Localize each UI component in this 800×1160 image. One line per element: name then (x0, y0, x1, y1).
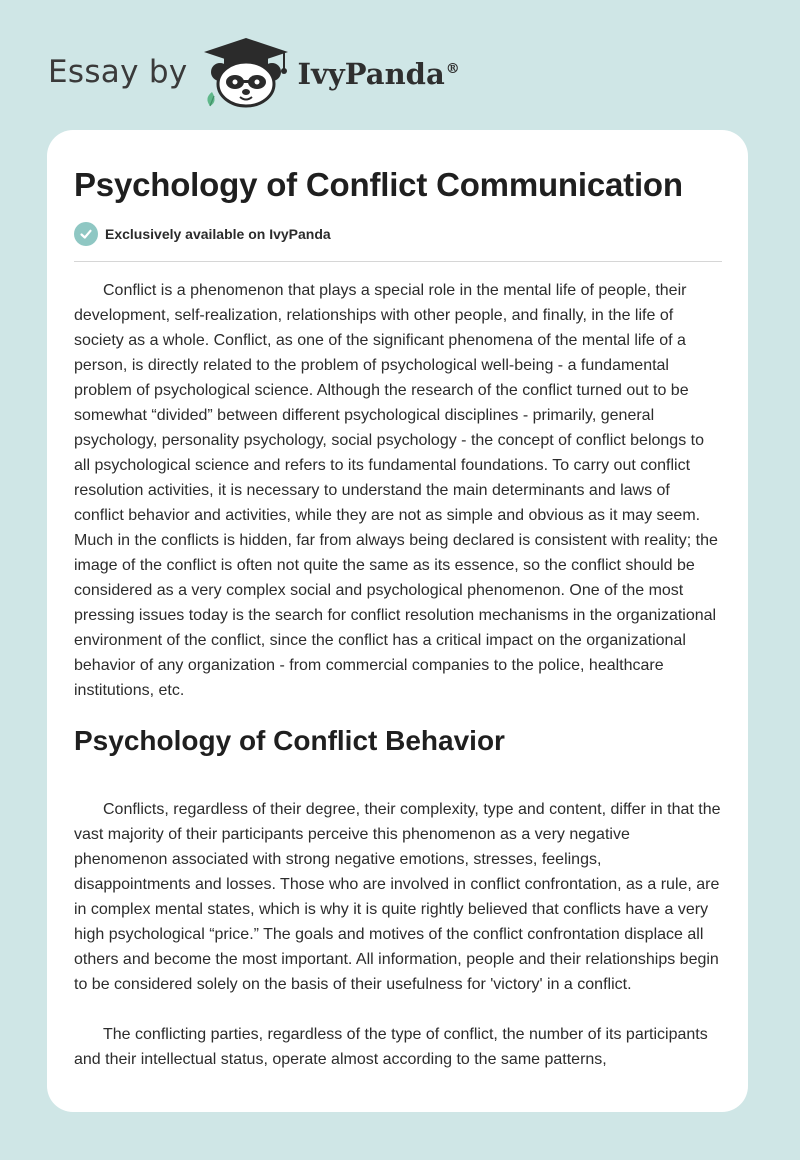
site-header (48, 36, 460, 108)
exclusive-badge (74, 222, 722, 246)
exclusive-badge-label: Exclusively available on IvyPanda (105, 226, 331, 242)
paragraph-conflict-behavior: Conflicts, regardless of their degree, their complexity, type and content, differ in that the vast majority of their participants perceive this phenomenon as a very negative phenomenon associated with strong negative emotions, stresses, feelings, disappointments and losses. Those who are involved in conflict confrontation, as a rule, are in complex mental states, which is why it is quite rightly believed that conflicts have a very high psychological “price.” The goals and motives of the conflict confrontation displace all others and become the most important. All information, people and their relationships begin to be considered solely on the basis of their usefulness for 'victory' in a conflict. (74, 801, 721, 993)
paragraph-intro: Conflict is a phenomenon that plays a special role in the mental life of people, their development, self-realization, relationships with other people, and finally, in the life of society as a whole. Conflict, as one of the significant phenomena of the mental life of a person, is directly related to the problem of psychological well-being - a fundamental problem of psychological science. Although the research of the conflict turned out to be somewhat “divided” between different psychological disciplines - primarily, general psychology, personality psychology, social psychology - the concept of conflict belongs to all psychological science and refers to its fundamental foundations. To carry out conflict resolution activities, it is necessary to understand the main determinants and laws of conflict behavior and activities, while they are not as simple and obvious as it may seem. Much in the conflicts is hidden, far from always being declared is consistent with reality; the image of the conflict is often not quite the same as its essence, so the conflict should be considered as a very complex social and psychological phenomenon. One of the most pressing issues today is the search for conflict resolution mechanisms in the organizational environment of the conflict, since the conflict has a critical impact on the organizational behavior of any organization - from commercial companies to the police, healthcare institutions, etc. (74, 282, 718, 699)
panda-graduate-icon[interactable] (200, 36, 292, 108)
essay-by-label: Essay by (48, 54, 188, 90)
brand-name[interactable]: IvyPanda® (297, 57, 460, 91)
check-icon (74, 222, 98, 246)
registered-mark: ® (445, 61, 460, 78)
paragraph-conflicting-parties: The conflicting parties, regardless of the type of conflict, the number of its participants and their intellectual status, operate almost according to the same patterns, (74, 1026, 708, 1068)
article-title: Psychology of Conflict Communication (74, 166, 683, 203)
article-card (47, 130, 748, 1112)
divider (74, 261, 722, 262)
section-heading: Psychology of Conflict Behavior (74, 725, 505, 756)
